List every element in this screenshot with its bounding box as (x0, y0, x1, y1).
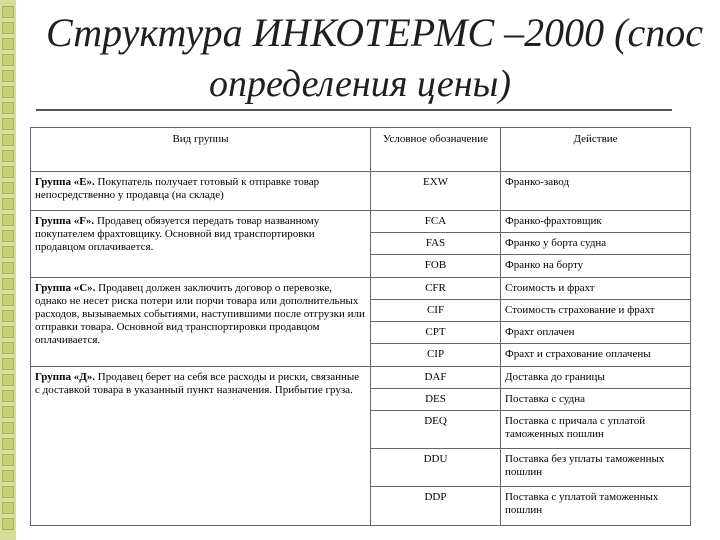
term-code: CIF (371, 300, 500, 322)
term-code: FAS (371, 233, 500, 255)
group-d-text: Продавец берет на себя все расходы и риски, связанные с доставкой товара в указанный пункт назначения. Прибытие груза. (35, 371, 360, 396)
group-e-description (31, 172, 371, 211)
term-action: Поставка с причала с уплатой таможенных пошлин (501, 411, 690, 449)
slide-title-line-2: определения цены) (209, 63, 511, 105)
group-c-text: Продавец должен заключить договор о перевозке, однако не несет риска потери или порчи товара или дополнительных расходов, вызываемых событиями, наступившими после отгрузки или отправки товара. Основной вид транспортировки продавцом оплачивается. (35, 282, 365, 346)
term-code: DAF (371, 367, 500, 389)
term-code: CFR (371, 278, 500, 300)
term-action: Стоимость и фрахт (501, 278, 690, 300)
header-code: Условное обозначение (371, 128, 501, 172)
group-f-name: Группа «F». (35, 215, 95, 227)
term-action: Стоимость страхование и фрахт (501, 300, 690, 322)
term-code: FCA (371, 211, 500, 233)
group-c-codes (371, 278, 501, 367)
header-group-type: Вид группы (31, 128, 371, 172)
header-action: Действие (501, 128, 691, 172)
table-header-row (31, 128, 691, 172)
term-code: CIP (426, 348, 445, 360)
term-action: Франко-фрахтовщик (501, 211, 690, 233)
table-row-group-f (31, 211, 691, 278)
group-f-text: Продавец обязуется передать товар названному покупателем фрахтовщику. Основной вид транспортировки продавцом оплачивается. (35, 215, 320, 253)
incoterms-table (30, 127, 691, 526)
group-d-codes (371, 367, 501, 526)
term-action: Франко у борта судна (501, 233, 690, 255)
group-d-description (31, 367, 371, 526)
term-code: DES (371, 389, 500, 411)
group-e-name: Группа «E». (35, 176, 95, 188)
group-e-codes (371, 172, 501, 211)
group-d-actions (501, 367, 691, 526)
term-action: Франко на борту (505, 259, 584, 271)
group-f-actions (501, 211, 691, 278)
term-code: DEQ (371, 411, 500, 449)
table-row-group-d (31, 367, 691, 526)
term-code: EXW (422, 176, 449, 188)
group-c-actions (501, 278, 691, 367)
group-d-name: Группа «Д». (35, 371, 96, 383)
group-e-text: Покупатель получает готовый к отправке товар непосредственно у продавца (на складе) (35, 176, 320, 201)
term-code: DDP (424, 491, 447, 503)
term-code: DDU (371, 449, 500, 487)
term-code: CPT (371, 322, 500, 344)
group-f-description (31, 211, 371, 278)
term-action: Поставка с судна (501, 389, 690, 411)
term-action: Фрахт оплачен (501, 322, 690, 344)
title-underline (36, 109, 672, 111)
group-c-description (31, 278, 371, 367)
group-f-codes (371, 211, 501, 278)
term-action: Франко-завод (505, 176, 570, 188)
group-e-actions (501, 172, 691, 211)
table-row-group-c (31, 278, 691, 367)
term-action: Доставка до границы (501, 367, 690, 389)
term-action: Поставка с уплатой таможенных пошлин (505, 491, 659, 516)
table-row-group-e (31, 172, 691, 211)
term-code: FOB (424, 259, 447, 271)
group-c-name: Группа «C». (35, 282, 96, 294)
term-action: Поставка без уплаты таможенных пошлин (501, 449, 690, 487)
slide-title-line-1: Структура ИНКОТЕРМС –2000 (спос (46, 10, 703, 55)
term-action: Фрахт и страхование оплачены (505, 348, 651, 360)
